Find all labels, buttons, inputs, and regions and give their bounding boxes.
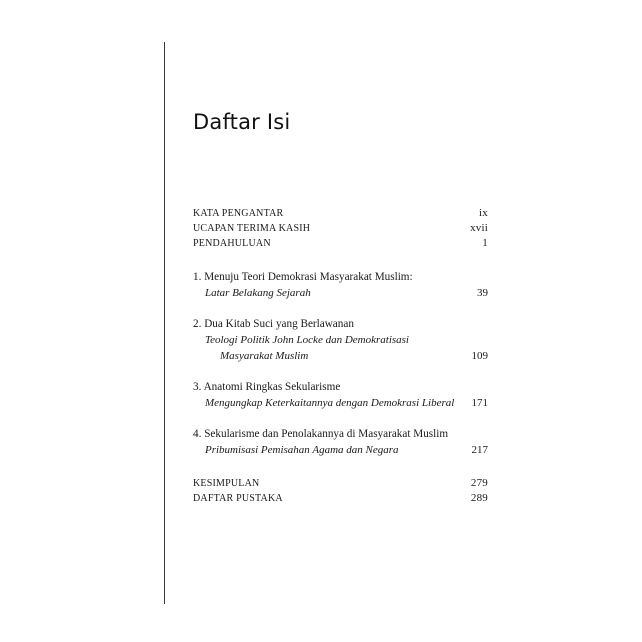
chapter-page: 109 <box>471 350 488 362</box>
toc-entry-pendahuluan[interactable] <box>193 236 488 251</box>
chapter-page: 217 <box>471 444 488 456</box>
toc-entry-page: ix <box>479 207 488 219</box>
toc-entry-daftar-pustaka[interactable] <box>193 491 488 506</box>
toc-entry-page: xvii <box>470 222 488 234</box>
toc-chapter-2[interactable] <box>193 316 488 364</box>
toc-chapter-4[interactable] <box>193 426 488 458</box>
toc-entry-page: 289 <box>470 492 488 504</box>
chapter-subtitle-continued: Masyarakat Muslim <box>220 350 309 362</box>
toc-chapter-3[interactable] <box>193 379 488 411</box>
toc-chapter-1[interactable] <box>193 269 488 301</box>
chapter-page: 171 <box>471 397 488 409</box>
page-title: Daftar Isi <box>193 110 291 134</box>
page-edge-line <box>164 42 165 604</box>
chapter-subtitle: Latar Belakang Sejarah <box>205 287 311 299</box>
chapter-subtitle: Pribumisasi Pemisahan Agama dan Negara <box>205 444 399 456</box>
toc-entry-label: PENDAHULUAN <box>193 238 271 249</box>
chapter-subtitle: Teologi Politik John Locke dan Demokratisasi <box>205 334 409 346</box>
chapter-heading: 3. Anatomi Ringkas Sekularisme <box>193 381 341 393</box>
toc-entry-kata-pengantar[interactable] <box>193 206 488 221</box>
chapter-subtitle: Mengungkap Keterkaitannya dengan Demokrasi Liberal <box>205 397 455 409</box>
toc-entry-label: UCAPAN TERIMA KASIH <box>193 223 311 234</box>
toc-entry-label: KATA PENGANTAR <box>193 208 284 219</box>
chapter-heading: 2. Dua Kitab Suci yang Berlawanan <box>193 318 354 330</box>
toc-entry-page: 279 <box>470 477 488 489</box>
chapter-page: 39 <box>477 287 488 299</box>
toc-entry-page: 1 <box>482 237 488 249</box>
chapter-heading: 4. Sekularisme dan Penolakannya di Masyarakat Muslim <box>193 428 449 440</box>
toc-entry-label: DAFTAR PUSTAKA <box>193 493 283 504</box>
toc-entry-ucapan-terima-kasih[interactable] <box>193 221 488 236</box>
toc-entry-kesimpulan[interactable] <box>193 476 488 491</box>
table-of-contents <box>193 206 488 506</box>
toc-entry-label: KESIMPULAN <box>193 478 260 489</box>
chapter-heading: 1. Menuju Teori Demokrasi Masyarakat Muslim: <box>193 271 413 283</box>
